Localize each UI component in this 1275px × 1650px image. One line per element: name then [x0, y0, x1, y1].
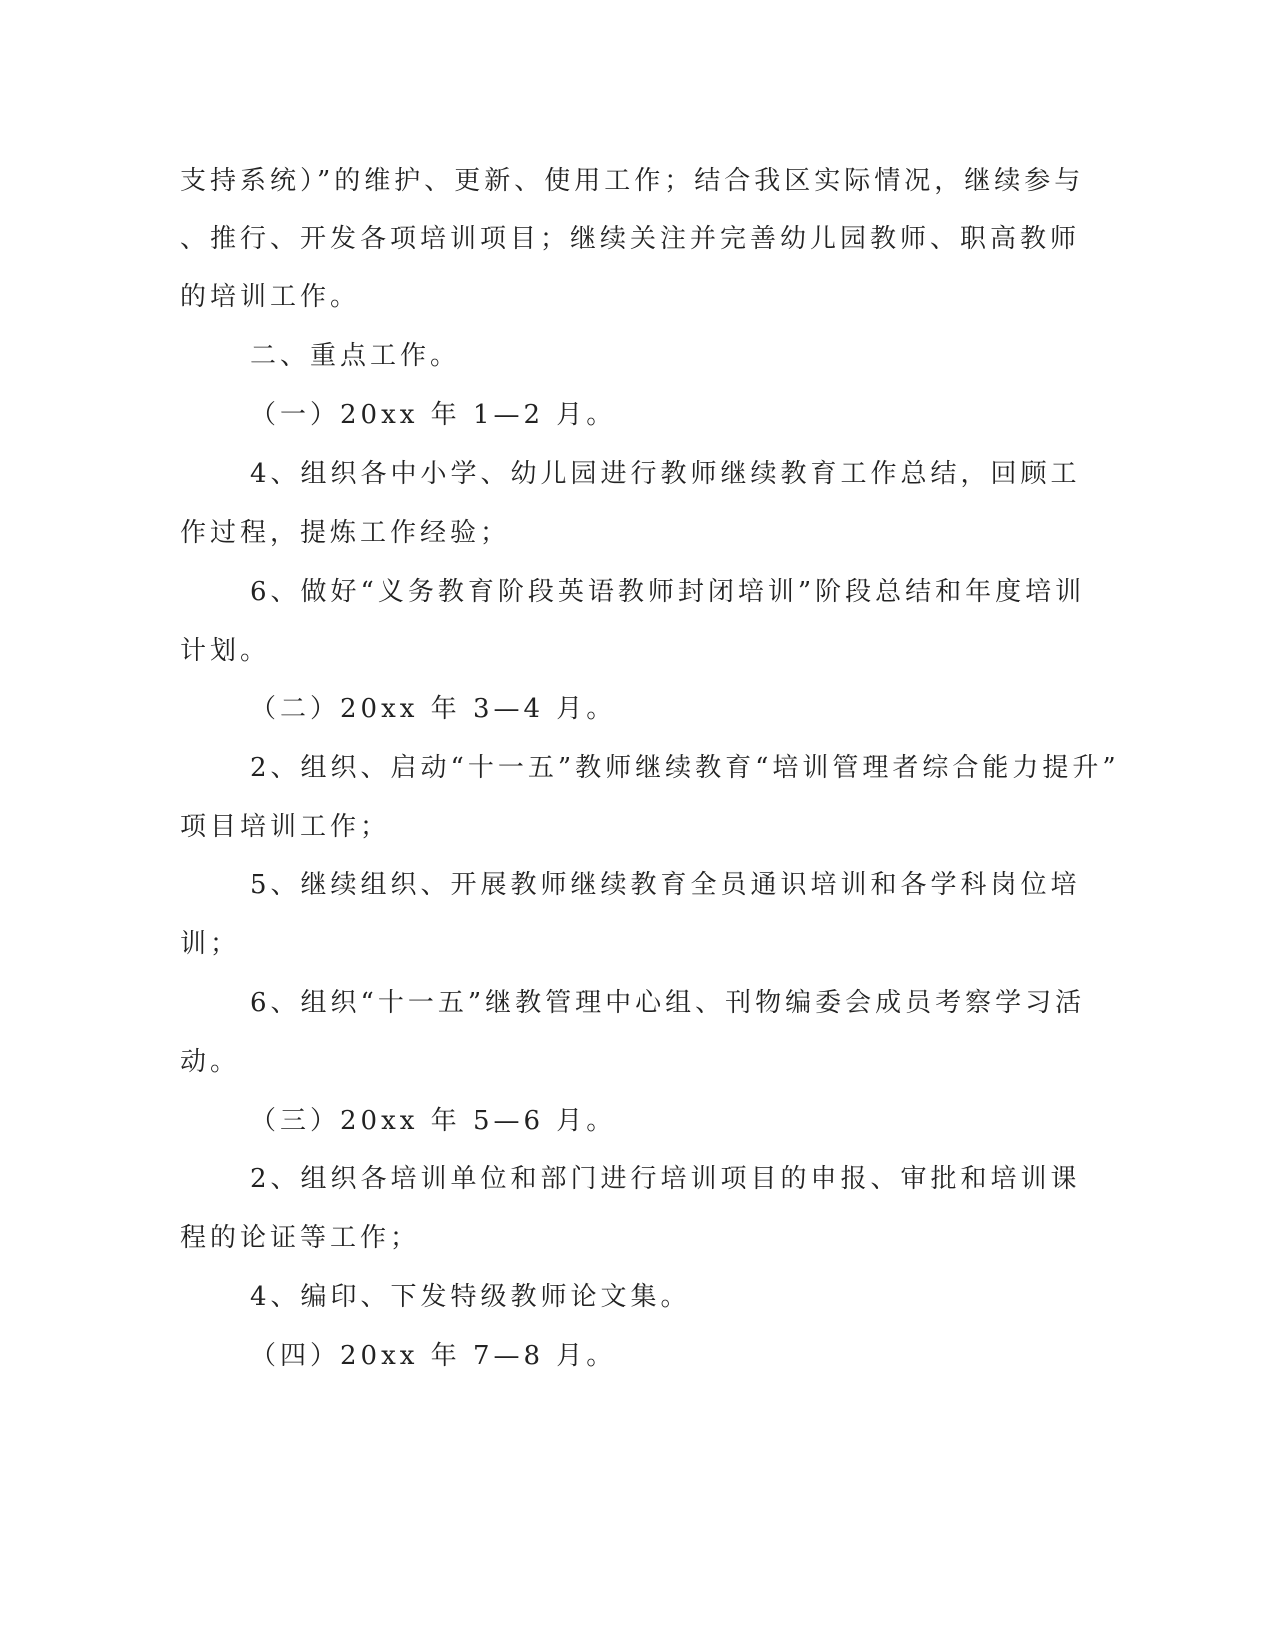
text-line-14: 训； — [180, 929, 241, 959]
subsection-heading-4: （四）20xx 年 7—8 月。 — [250, 1341, 617, 1371]
text-line-7: 作过程，提炼工作经验； — [180, 518, 511, 548]
text-line-11: 2、组织、启动“十一五”教师继续教育“培训管理者综合能力提升” — [250, 753, 1120, 783]
text-line-1: 支持系统）”的维护、更新、使用工作；结合我区实际情况，继续参与 — [180, 166, 1085, 196]
subsection-heading-2: （二）20xx 年 3—4 月。 — [250, 694, 617, 724]
text-line-20: 4、编印、下发特级教师论文集。 — [250, 1282, 691, 1312]
text-line-3: 的培训工作。 — [180, 282, 361, 312]
text-line-2: 、推行、开发各项培训项目；继续关注并完善幼儿园教师、职高教师 — [180, 224, 1081, 254]
text-line-9: 计划。 — [180, 636, 271, 666]
text-line-13: 5、继续组织、开展教师继续教育全员通识培训和各学科岗位培 — [250, 870, 1081, 900]
subsection-heading-1: （一）20xx 年 1—2 月。 — [250, 400, 617, 430]
text-line-6: 4、组织各中小学、幼儿园进行教师继续教育工作总结，回顾工 — [250, 459, 1081, 489]
text-line-8: 6、做好“义务教育阶段英语教师封闭培训”阶段总结和年度培训 — [250, 577, 1086, 607]
section-heading: 二、重点工作。 — [250, 341, 461, 371]
text-line-19: 程的论证等工作； — [180, 1223, 421, 1253]
subsection-heading-3: （三）20xx 年 5—6 月。 — [250, 1106, 617, 1136]
text-line-18: 2、组织各培训单位和部门进行培训项目的申报、审批和培训课 — [250, 1164, 1081, 1194]
text-line-12: 项目培训工作； — [180, 812, 391, 842]
text-line-16: 动。 — [180, 1047, 241, 1077]
text-line-15: 6、组织“十一五”继教管理中心组、刊物编委会成员考察学习活 — [250, 988, 1086, 1018]
